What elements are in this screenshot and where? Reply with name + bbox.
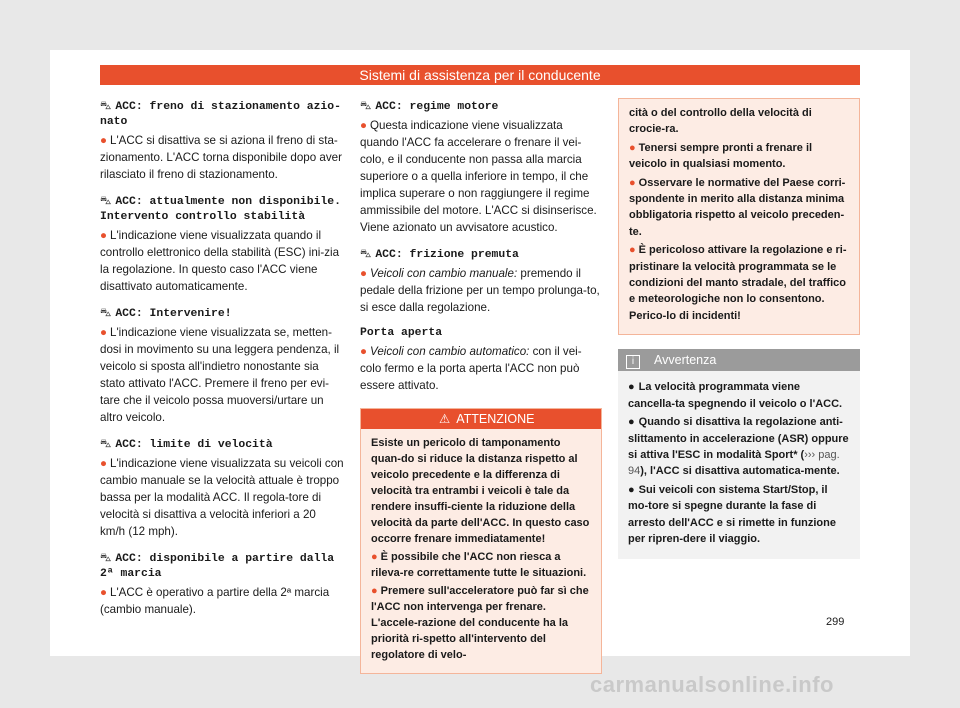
bullet-icon: ● bbox=[371, 551, 378, 563]
car-display-icon: ⛍ bbox=[100, 551, 112, 564]
bullet-icon: ● bbox=[371, 585, 378, 597]
section-heading: ⛍ ACC: frizione premuta bbox=[360, 247, 519, 261]
section-heading: ⛍ ACC: disponibile a partire dalla 2ª marcia bbox=[100, 551, 335, 580]
bullet-icon: ● bbox=[100, 326, 108, 339]
bullet-icon: ● bbox=[628, 416, 635, 429]
info-icon: i bbox=[626, 355, 640, 369]
manual-page bbox=[50, 50, 910, 661]
page-reference-link[interactable]: ››› pag. 94 bbox=[628, 448, 840, 478]
avvertenza-body: ● La velocità programmata viene cancella-ta spegnendo il veicolo o l'ACC. ● Quando si disattiva la regolazione anti-slittamento in accelerazione (ASR) oppure si attiva l'ESC in modalità Sport* (››› pag. 94), l'ACC si disattiva automatica-mente. ● Sui veicoli con sistema Start/Stop, il mo-tore si spegne durante la fase di arresto dell'ACC e si rimette in funzione per ripren-dere il viaggio. bbox=[628, 381, 849, 545]
column-middle bbox=[360, 98, 602, 674]
section-text: ● Questa indicazione viene visualizzata quando l'ACC fa accelerare o frenare il vei-colo, e il conducente non passa alla marcia superiore o a quella inferiore in tempo, il che implica superare o non raggiungere il regime ammissibile del motore. L'ACC si disinserisce. Viene azionato un avvisatore acustico. bbox=[360, 119, 597, 234]
attenzione-continued-box: cità o del controllo della velocità di crocie-ra. ● Tenersi sempre pronti a frenare il veicolo in qualsiasi momento. ● Osservare le normative del Paese corri-spondente in merito alla distanza minima obbligatoria rispetto al veicolo preceden-te. ● È pericoloso attivare la regolazione e ri-pristinare la velocità programmata se le condizioni del manto stradale, del traffico e meteorologiche non lo consentono. Perico-lo di incidenti! bbox=[618, 98, 860, 335]
car-display-icon: ⛍ bbox=[100, 194, 112, 207]
section-heading: ⛍ ACC: Intervenire! bbox=[100, 306, 232, 320]
car-display-icon: ⛍ bbox=[360, 99, 372, 112]
bullet-icon: ● bbox=[100, 229, 108, 242]
bullet-icon: ● bbox=[100, 134, 108, 147]
bullet-icon: ● bbox=[360, 267, 368, 280]
bullet-icon: ● bbox=[100, 457, 108, 470]
car-display-icon: ⛍ bbox=[100, 99, 112, 112]
page-header: Sistemi di assistenza per il conducente bbox=[100, 65, 860, 85]
bullet-icon: ● bbox=[629, 244, 636, 257]
avvertenza-box bbox=[618, 349, 860, 559]
section-text: ● Veicoli con cambio automatico: con il vei-colo fermo e la porta aperta l'ACC non può essere attivato. bbox=[360, 345, 582, 392]
bullet-icon: ● bbox=[360, 345, 368, 358]
attenzione-body: Esiste un pericolo di tamponamento quan-do si riduce la distanza rispetto al veicolo precedente e la differenza di velocità tra entrambi i veicoli è tale da rendere insuffi-ciente la riduzione della velocità da parte dell'ACC. In questo caso occorre frenare immediatamente! ● È possibile che l'ACC non riesca a rileva-re correttamente tutte le situazioni. ● Premere sull'acceleratore può far sì che l'ACC non intervenga per frenare. L'accele-razione del conducente ha la priorità ri-spetto all'intervento del regolatore di velo- bbox=[371, 437, 590, 661]
section-heading: ⛍ ACC: limite di velocità bbox=[100, 437, 273, 451]
section-heading: ⛍ ACC: regime motore bbox=[360, 99, 499, 113]
bullet-icon: ● bbox=[628, 483, 635, 496]
section-heading: Porta aperta bbox=[360, 327, 443, 339]
car-display-icon: ⛍ bbox=[360, 247, 372, 260]
section-text: ● L'indicazione viene visualizzata se, metten-dosi in movimento su una leggera pendenza, il veicolo si sposta all'indietro nonostante sia stato attivato l'ACC. Premere il freno per evi-tare che il veicolo possa muoversi/urtare un altro veicolo. bbox=[100, 326, 340, 424]
section-text: ● L'indicazione viene visualizzata su veicoli con cambio manuale se la velocità attuale è troppo bassa per la modalità ACC. Il regola-tore di velocità si disattiva a velocità inferiori a 20 km/h (12 mph). bbox=[100, 457, 344, 538]
section-text: ● Veicoli con cambio manuale: premendo il pedale della frizione per un tempo prolunga-to, si esce dalla regolazione. bbox=[360, 267, 600, 314]
section-text: ● L'ACC è operativo a partire della 2ª marcia (cambio manuale). bbox=[100, 586, 330, 616]
column-left bbox=[100, 98, 344, 628]
bullet-icon: ● bbox=[629, 141, 636, 154]
warning-triangle-icon: ⚠ bbox=[439, 412, 451, 426]
watermark-logo: carmanualsonline.info bbox=[590, 672, 834, 697]
car-display-icon: ⛍ bbox=[100, 306, 112, 319]
page-number: 299 bbox=[826, 616, 845, 628]
bullet-icon: ● bbox=[100, 586, 108, 599]
bullet-icon: ● bbox=[628, 381, 635, 394]
section-heading: ⛍ ACC: freno di stazionamento azio- nato bbox=[100, 99, 341, 128]
bullet-icon: ● bbox=[360, 119, 368, 132]
column-right bbox=[618, 98, 860, 559]
section-text: ● L'indicazione viene visualizzata quando il controllo elettronico della stabilità (ESC) ini-zia la regolazione. In questo caso l'ACC viene disattivato automaticamente. bbox=[100, 229, 340, 293]
attenzione-box bbox=[360, 408, 602, 674]
bullet-icon: ● bbox=[629, 176, 636, 189]
car-display-icon: ⛍ bbox=[100, 437, 112, 450]
section-text: ● L'ACC si disattiva se si aziona il freno di sta-zionamento. L'ACC torna disponibile dopo aver rilasciato il freno di stazionamento. bbox=[100, 134, 342, 181]
attenzione-header: ⚠ ATTENZIONE bbox=[361, 409, 601, 429]
section-heading: ⛍ ACC: attualmente non disponibile. Intervento controllo stabilità bbox=[100, 194, 341, 223]
avvertenza-header: i Avvertenza bbox=[618, 349, 860, 371]
